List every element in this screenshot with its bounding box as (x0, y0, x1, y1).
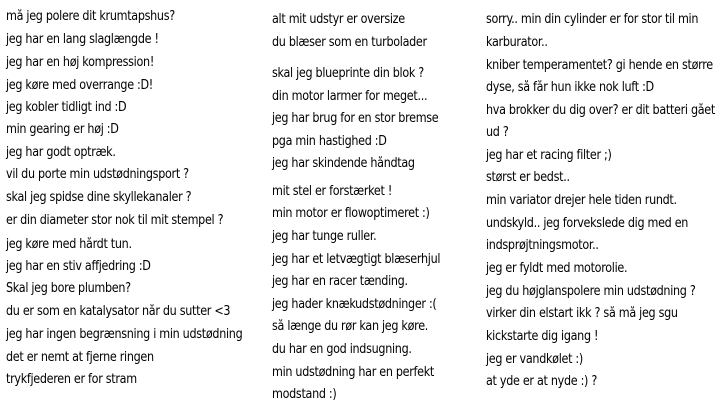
text-line: undskyld.. jeg forvekslede dig med en (486, 216, 689, 231)
text-line: kickstarte dig igang ! (486, 329, 599, 344)
text-line: karburator.. (486, 35, 548, 50)
text-line: mit stel er forstærket ! (272, 184, 393, 199)
text-line: indsprøjtningsmotor.. (486, 238, 599, 253)
text-line: ud ? (486, 125, 509, 140)
text-line: min udstødning har en perfekt (272, 365, 435, 380)
text-line: jeg har en racer tænding. (272, 274, 408, 289)
text-line: virker din elstart ikk ? så må jeg sgu (486, 306, 678, 321)
text-line: skal jeg spidse dine skyllekanaler ? (6, 190, 192, 205)
text-line: jeg kobler tidligt ind :D (6, 100, 127, 115)
text-line: jeg har tunge ruller. (272, 229, 377, 244)
text-line: kniber temperamentet? gi hende en større (486, 58, 713, 73)
text-line: skal jeg blueprinte din blok ? (272, 66, 424, 81)
text-line: min gearing er høj :D (6, 122, 119, 137)
text-line: sorry.. min din cylinder er for stor til min (486, 12, 699, 27)
text-line: dyse, så får hun ikke nok luft :D (486, 80, 654, 95)
text-line: at yde er at nyde :) ? (486, 374, 597, 389)
text-line: jeg har skindende håndtag (272, 156, 415, 171)
text-line: jeg er fyldt med motorolie. (486, 261, 628, 276)
text-line: min motor er flowoptimeret :) (272, 206, 430, 221)
text-line: jeg har ingen begrænsning i min udstødning (6, 327, 243, 342)
text-line: jeg køre med overrange :D! (6, 78, 153, 93)
text-line: jeg har et letvægtigt blæserhjul (272, 252, 441, 267)
text-line: jeg har en høj kompression! (6, 55, 155, 70)
text-line: modstand :) (272, 387, 337, 402)
text-line: du er som en katalysator når du sutter <3 (6, 304, 231, 319)
text-line: min variator drejer hele tiden rundt. (486, 193, 677, 208)
text-line: pga min hastighed :D (272, 134, 387, 149)
text-line: din motor larmer for meget... (272, 89, 428, 104)
text-line: jeg har godt optræk. (6, 145, 116, 160)
text-line: trykfjederen er for stram (6, 372, 137, 387)
text-line: vil du porte min udstødningsport ? (6, 167, 189, 182)
text-line: det er nemt at fjerne ringen (6, 350, 154, 365)
text-line: alt mit udstyr er oversize (272, 12, 405, 27)
text-line: jeg har brug for en stor bremse (272, 111, 439, 126)
text-line: jeg hader knækudstødninger :( (272, 297, 437, 312)
text-line: jeg har en lang slaglængde ! (6, 32, 159, 47)
text-line: hva brokker du dig over? er dit batteri gået (486, 103, 715, 118)
text-line: så længe du rør kan jeg køre. (272, 319, 429, 334)
text-line: størst er bedst.. (486, 170, 570, 185)
text-line: jeg har et racing filter ;) (486, 148, 612, 163)
text-line: du blæser som en turbolader (272, 35, 427, 50)
text-line: jeg køre med hårdt tun. (6, 237, 132, 252)
text-line: må jeg polere dit krumtapshus? (6, 9, 175, 24)
text-line: du har en god indsugning. (272, 342, 412, 357)
text-line: jeg har en stiv affjedring :D (6, 259, 151, 274)
text-line: Skal jeg bore plumben? (6, 281, 131, 296)
text-line: er din diameter stor nok til mit stempel ? (6, 213, 224, 228)
text-line: jeg er vandkølet :) (486, 352, 583, 367)
text-line: jeg du højglanspolere min udstødning ? (486, 284, 696, 299)
